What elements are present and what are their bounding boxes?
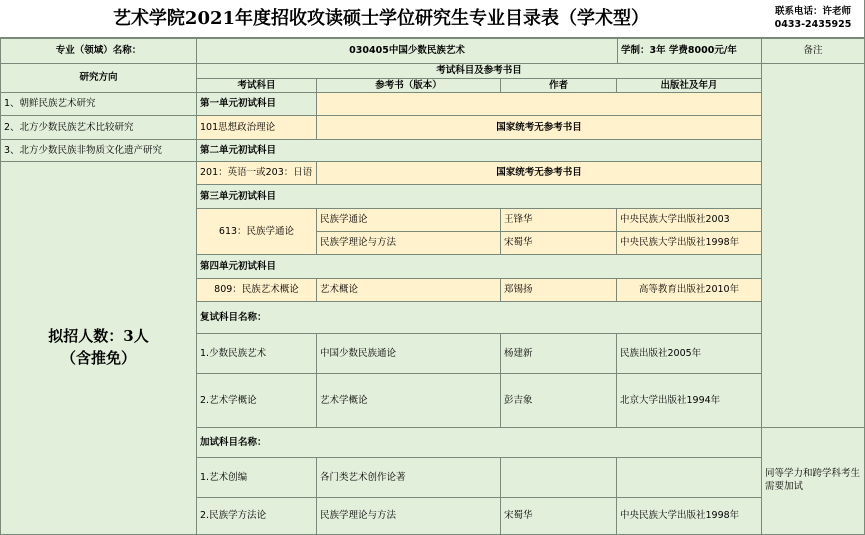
exam-books-header: 考试科目及参考书目 [197,64,762,79]
major-name: 030405中国少数民族艺术 [197,38,618,64]
unit1-title: 第一单元初试科目 [197,93,317,116]
extra-remark: 同等学力和跨学科考生需要加试 [762,428,865,535]
enrollment-quota [0,162,197,535]
author-header: 作者 [501,79,617,93]
direction-item: 3、北方少数民族非物质文化遗产研究 [0,140,197,162]
page-title: 艺术学院2021年度招收攻读硕士学位研究生专业目录表（学术型） [0,0,762,38]
quota-count: 拟招人数：3人 [48,327,149,346]
retest-subject: 1.少数民族艺术 [197,334,317,374]
unit3-publisher: 中央民族大学出版社1998年 [617,232,762,255]
extra-author: 宋蜀华 [501,498,617,535]
extra-book: 各门类艺术创作论著 [317,458,501,498]
extra-subject: 1.艺术创编 [197,458,317,498]
unit3-author: 宋蜀华 [501,232,617,255]
retest-publisher: 北京大学出版社1994年 [617,374,762,428]
major-label: 专业（领域）名称： [0,38,197,64]
remarks-column [762,64,865,428]
retest-subject: 2.艺术学概论 [197,374,317,428]
unit2-title: 第二单元初试科目 [197,140,762,162]
unit1-note: 国家统考无参考书目 [317,116,762,140]
unit1-blank [317,93,762,116]
extra-title: 加试科目名称： [197,428,762,458]
contact-info [762,0,865,38]
direction-item: 1、朝鲜民族艺术研究 [0,93,197,116]
unit3-book: 民族学通论 [317,209,501,232]
contact-phone: 0433-2435925 [774,18,852,30]
unit3-publisher: 中央民族大学出版社2003 [617,209,762,232]
unit3-subject: 613：民族学通论 [197,209,317,255]
duration-fee: 学制：3年 学费8000元/年 [618,38,762,64]
unit4-title: 第四单元初试科目 [197,255,762,279]
direction-item: 2、北方少数民族艺术比较研究 [0,116,197,140]
unit4-book: 艺术概论 [317,279,501,302]
retest-title: 复试科目名称： [197,302,762,334]
retest-author: 彭吉象 [501,374,617,428]
unit2-subject: 201：英语一或203：日语 [197,162,317,185]
extra-publisher: 中央民族大学出版社1998年 [617,498,762,535]
extra-subject: 2.民族学方法论 [197,498,317,535]
publisher-header: 出版社及年月 [617,79,762,93]
retest-author: 杨建新 [501,334,617,374]
contact-label: 联系电话：许老师 [774,5,851,17]
retest-book: 艺术学概论 [317,374,501,428]
retest-publisher: 民族出版社2005年 [617,334,762,374]
unit1-subject: 101思想政治理论 [197,116,317,140]
extra-publisher [617,458,762,498]
retest-book: 中国少数民族通论 [317,334,501,374]
quota-note: （含推免） [60,349,136,367]
unit3-book: 民族学理论与方法 [317,232,501,255]
extra-author [501,458,617,498]
reference-header: 参考书（版本） [317,79,501,93]
subject-header: 考试科目 [197,79,317,93]
research-direction-header: 研究方向 [0,64,197,93]
unit3-author: 王锋华 [501,209,617,232]
unit2-note: 国家统考无参考书目 [317,162,762,185]
unit4-publisher: 高等教育出版社2010年 [617,279,762,302]
extra-book: 民族学理论与方法 [317,498,501,535]
unit3-title: 第三单元初试科目 [197,185,762,209]
unit4-author: 郑锡扬 [501,279,617,302]
remarks-header: 备注 [762,38,865,64]
unit4-subject: 809：民族艺术概论 [197,279,317,302]
